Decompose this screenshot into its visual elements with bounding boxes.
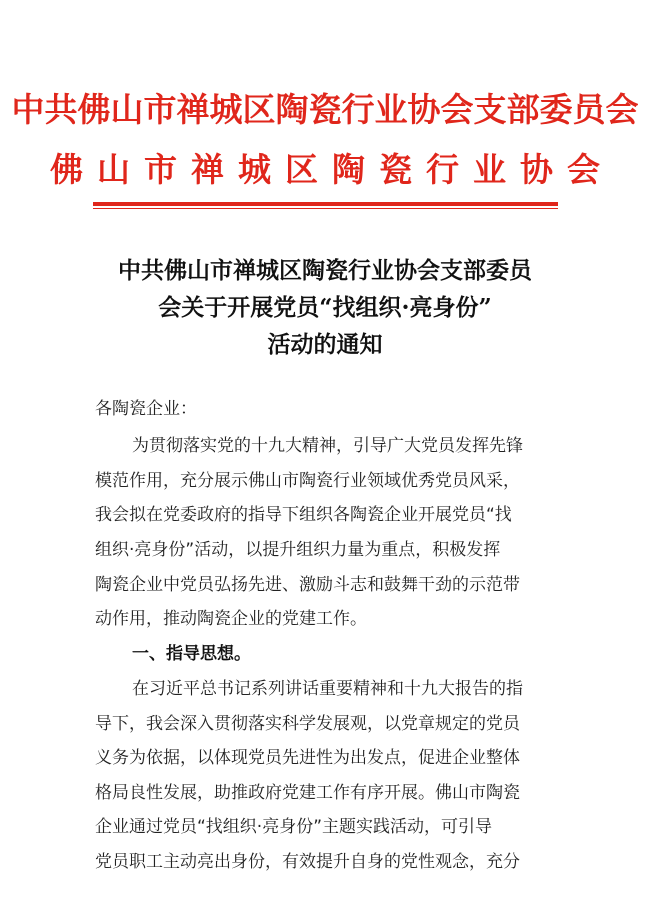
document-title-line-1: 中共佛山市禅城区陶瓷行业协会支部委员 — [118, 257, 532, 284]
para1-line: 我会拟在党委政府的指导下组织各陶瓷企业开展党员“找 — [95, 505, 512, 525]
para2-line: 党员职工主动亮出身份，有效提升自身的党性观念，充分 — [95, 852, 520, 872]
para2-line: 在习近平总书记系列讲话重要精神和十九大报告的指 — [132, 679, 523, 699]
para1-line: 为贯彻落实党的十九大精神，引导广大党员发挥先锋 — [132, 436, 523, 456]
para1-line: 组织·亮身份”活动，以提升组织力量为重点，积极发挥 — [95, 540, 501, 560]
document-title-line-3: 活动的通知 — [267, 331, 383, 358]
section-heading: 一、指导思想。 — [132, 644, 251, 664]
letterhead-divider-thin — [93, 208, 558, 209]
para2-line: 义务为依据，以体现党员先进性为出发点，促进企业整体 — [95, 748, 520, 768]
letterhead-divider-thick — [93, 202, 558, 206]
para2-line: 企业通过党员“找组织·亮身份”主题实践活动，可引导 — [95, 817, 493, 837]
salutation: 各陶瓷企业： — [95, 399, 197, 419]
letterhead-line-2: 佛山市禅城区陶瓷行业协会 — [50, 150, 614, 189]
para1-line: 陶瓷企业中党员弘扬先进、激励斗志和鼓舞干劲的示范带 — [95, 575, 520, 595]
para2-line: 导下，我会深入贯彻落实科学发展观，以党章规定的党员 — [95, 714, 520, 734]
para1-line: 模范作用，充分展示佛山市陶瓷行业领域优秀党员风采， — [95, 471, 520, 491]
letterhead-line-1: 中共佛山市禅城区陶瓷行业协会支部委员会 — [11, 90, 639, 129]
para1-line: 动作用，推动陶瓷企业的党建工作。 — [95, 609, 367, 629]
document-title-line-2: 会关于开展党员“找组织·亮身份” — [158, 294, 492, 321]
para2-line: 格局良性发展，助推政府党建工作有序开展。佛山市陶瓷 — [95, 783, 520, 803]
